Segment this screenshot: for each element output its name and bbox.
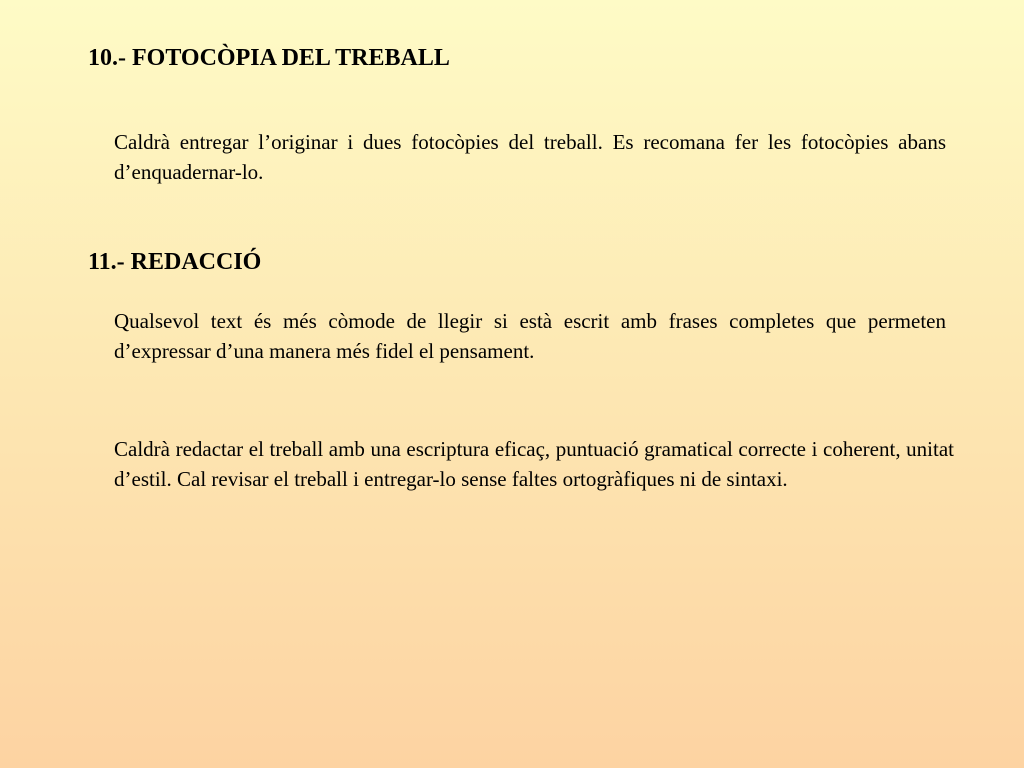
- paragraph-redaccio-1: Qualsevol text és més còmode de llegir si està escrit amb frases completes que permeten d’expressar d’una manera més fidel el pensament.: [114, 309, 946, 363]
- section-heading-redaccio: 11.- REDACCIÓ: [88, 249, 262, 275]
- paragraph-fotocopia: Caldrà entregar l’originar i dues fotocòpies del treball. Es recomana fer les fotocòpies abans d’enquadernar-lo.: [114, 130, 946, 184]
- paragraph-redaccio-2: Caldrà redactar el treball amb una escriptura eficaç, puntuació gramatical correcte i coherent, unitat d’estil. Cal revisar el treball i entregar-lo sense faltes ortogràfiques ni de sintaxi.: [114, 437, 954, 491]
- section-heading-fotocopia: 10.- FOTOCÒPIA DEL TREBALL: [88, 45, 450, 71]
